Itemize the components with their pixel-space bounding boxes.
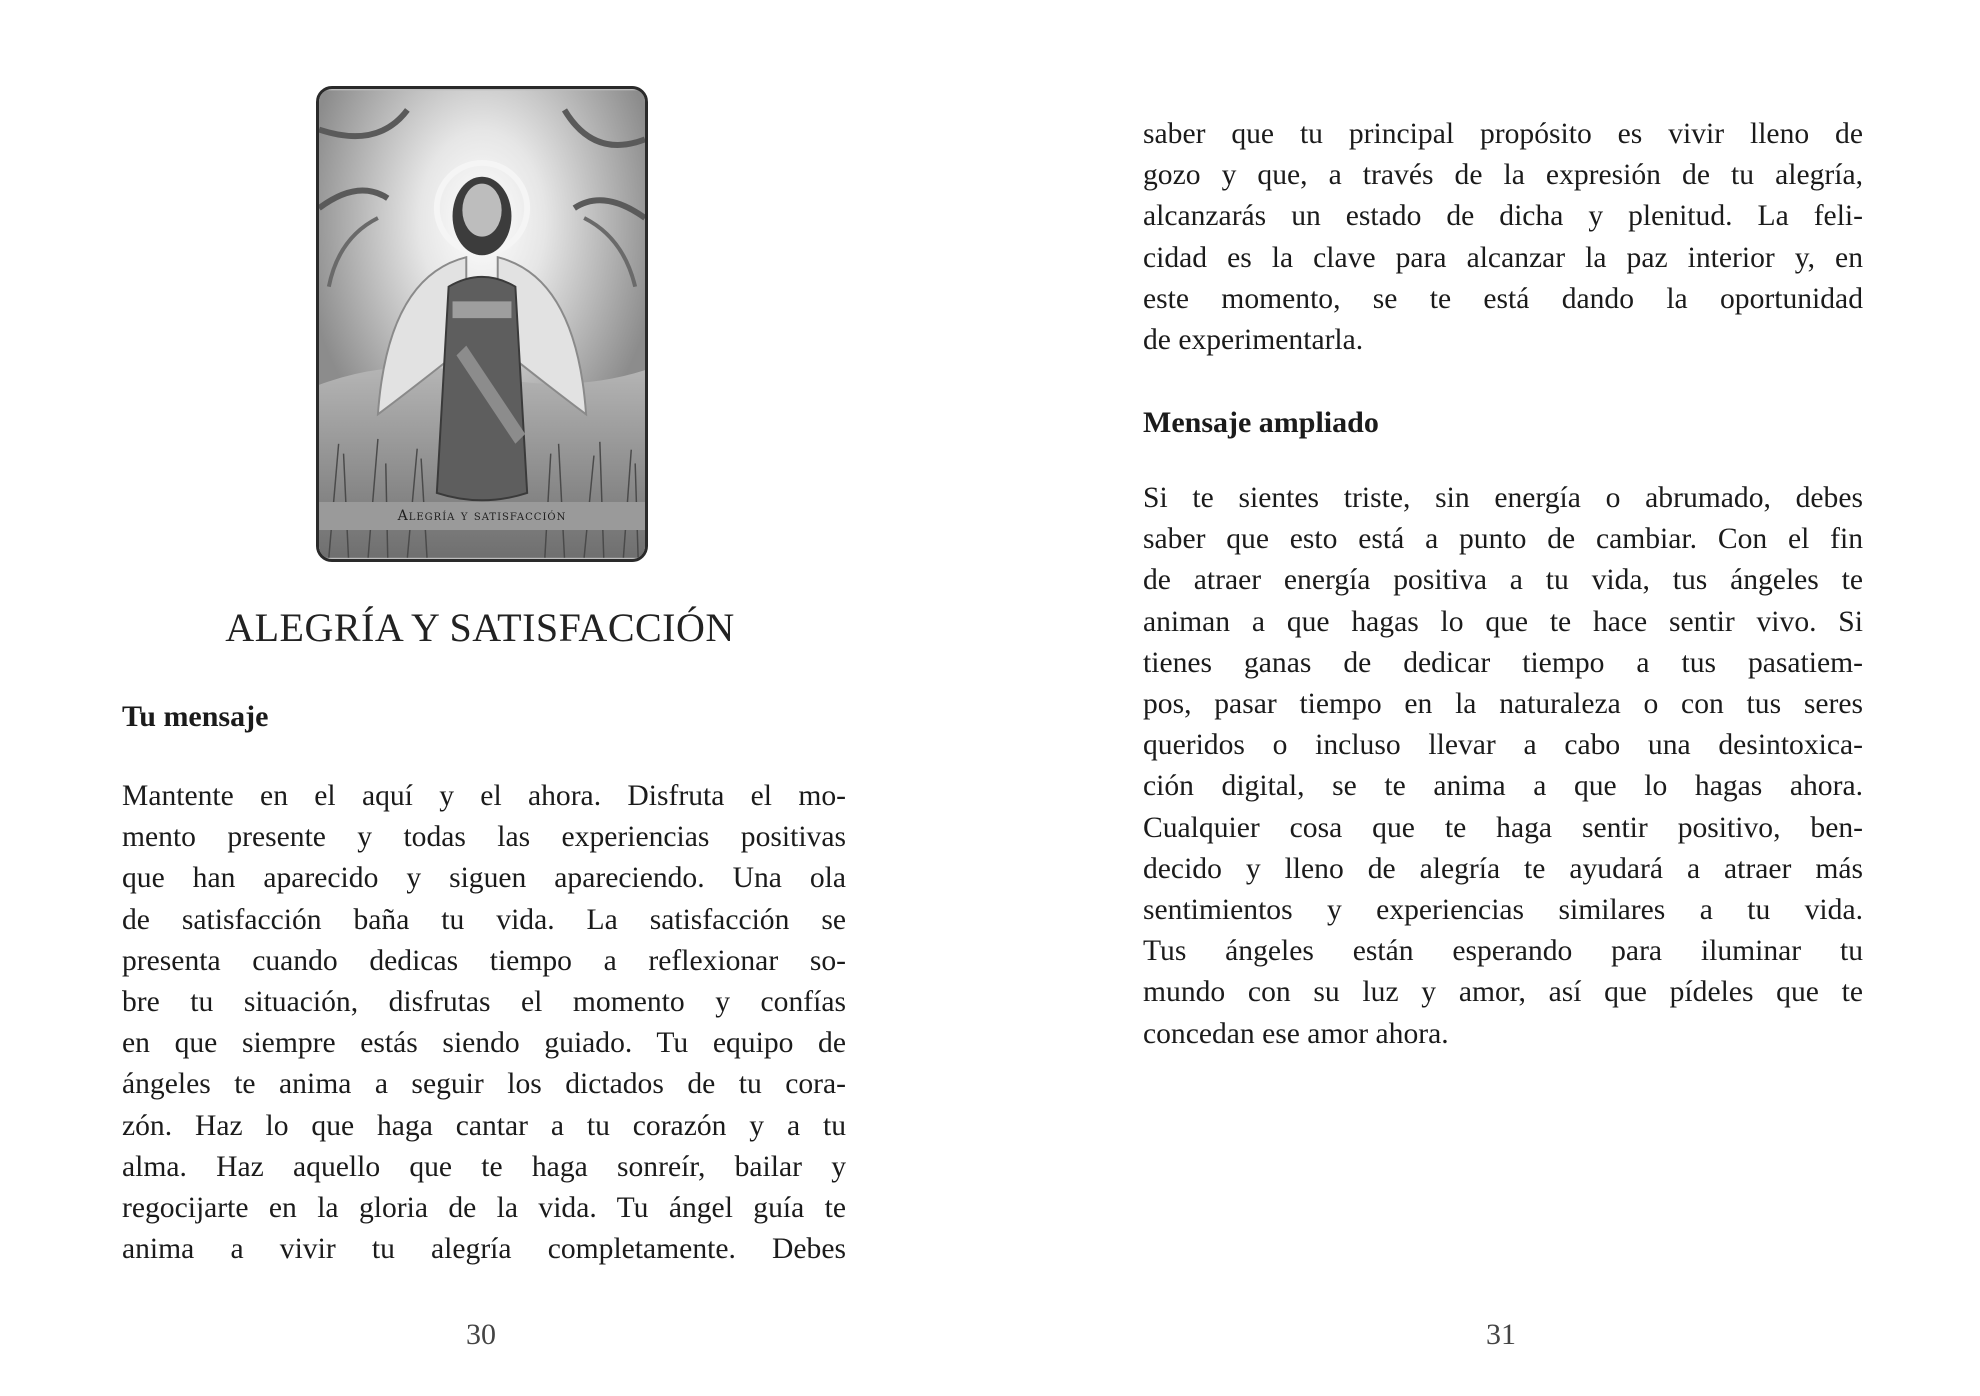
text-line: presenta cuando dedicas tiempo a reflexionar so- bbox=[122, 944, 846, 977]
text-line: decido y lleno de alegría te ayudará a atraer más bbox=[1143, 852, 1863, 885]
oracle-card-illustration bbox=[316, 86, 648, 562]
text-line: de experimentarla. bbox=[1143, 324, 1364, 357]
section-heading-mensaje-ampliado: Mensaje ampliado bbox=[1143, 406, 1379, 439]
text-line: zón. Haz lo que haga cantar a tu corazón y a tu bbox=[122, 1109, 846, 1142]
text-line: anima a vivir tu alegría completamente. Debes bbox=[122, 1233, 846, 1266]
text-line: Si te sientes triste, sin energía o abrumado, debes bbox=[1143, 482, 1863, 514]
text-line: cidad es la clave para alcanzar la paz interior y, en bbox=[1143, 241, 1863, 274]
text-line: saber que esto está a punto de cambiar. Con el fin bbox=[1143, 523, 1863, 556]
angel-illustration bbox=[319, 89, 645, 559]
text-line: en que siempre estás siendo guiado. Tu equipo de bbox=[122, 1027, 846, 1060]
message-paragraph bbox=[122, 776, 846, 1270]
right-page bbox=[990, 0, 1980, 1396]
text-line: Cualquier cosa que te haga sentir positivo, ben- bbox=[1143, 811, 1863, 844]
section-heading-tu-mensaje: Tu mensaje bbox=[122, 700, 269, 733]
card-caption: Alegría y satisfacción bbox=[319, 502, 645, 530]
text-line: pos, pasar tiempo en la naturaleza o con tus seres bbox=[1143, 688, 1863, 721]
chapter-title: ALEGRÍA Y SATISFACCIÓN bbox=[225, 605, 735, 650]
text-line: que han aparecido y siguen apareciendo. Una ola bbox=[122, 862, 846, 895]
text-line: concedan ese amor ahora. bbox=[1143, 1017, 1449, 1050]
text-line: alcanzarás un estado de dicha y plenitud. La feli- bbox=[1143, 200, 1863, 233]
extended-message-paragraph bbox=[1143, 478, 1863, 1055]
text-line: gozo y que, a través de la expresión de tu alegría, bbox=[1143, 159, 1863, 192]
text-line: ción digital, se te anima a que lo hagas ahora. bbox=[1143, 770, 1863, 803]
text-line: Mantente en el aquí y el ahora. Disfruta el mo- bbox=[122, 780, 846, 812]
text-line: bre tu situación, disfrutas el momento y confías bbox=[122, 986, 846, 1019]
page-number: 30 bbox=[466, 1318, 496, 1351]
text-line: saber que tu principal propósito es vivir lleno de bbox=[1143, 118, 1863, 150]
continued-paragraph bbox=[1143, 114, 1863, 361]
text-line: alma. Haz aquello que te haga sonreír, bailar y bbox=[122, 1150, 846, 1183]
text-line: animan a que hagas lo que te hace sentir vivo. Si bbox=[1143, 605, 1863, 638]
text-line: mundo con su luz y amor, así que pídeles que te bbox=[1143, 976, 1863, 1009]
text-line: de satisfacción baña tu vida. La satisfacción se bbox=[122, 903, 846, 936]
text-line: sentimientos y experiencias similares a tu vida. bbox=[1143, 894, 1863, 927]
text-line: queridos o incluso llevar a cabo una desintoxica- bbox=[1143, 729, 1863, 762]
page-number: 31 bbox=[1486, 1318, 1516, 1351]
text-line: este momento, se te está dando la oportunidad bbox=[1143, 282, 1863, 315]
text-line: tienes ganas de dedicar tiempo a tus pasatiem- bbox=[1143, 646, 1863, 679]
text-line: ángeles te anima a seguir los dictados de tu cora- bbox=[122, 1068, 846, 1101]
text-line: regocijarte en la gloria de la vida. Tu ángel guía te bbox=[122, 1192, 846, 1225]
text-line: mento presente y todas las experiencias positivas bbox=[122, 821, 846, 854]
text-line: de atraer energía positiva a tu vida, tus ángeles te bbox=[1143, 564, 1863, 597]
text-line: Tus ángeles están esperando para iluminar tu bbox=[1143, 935, 1863, 968]
